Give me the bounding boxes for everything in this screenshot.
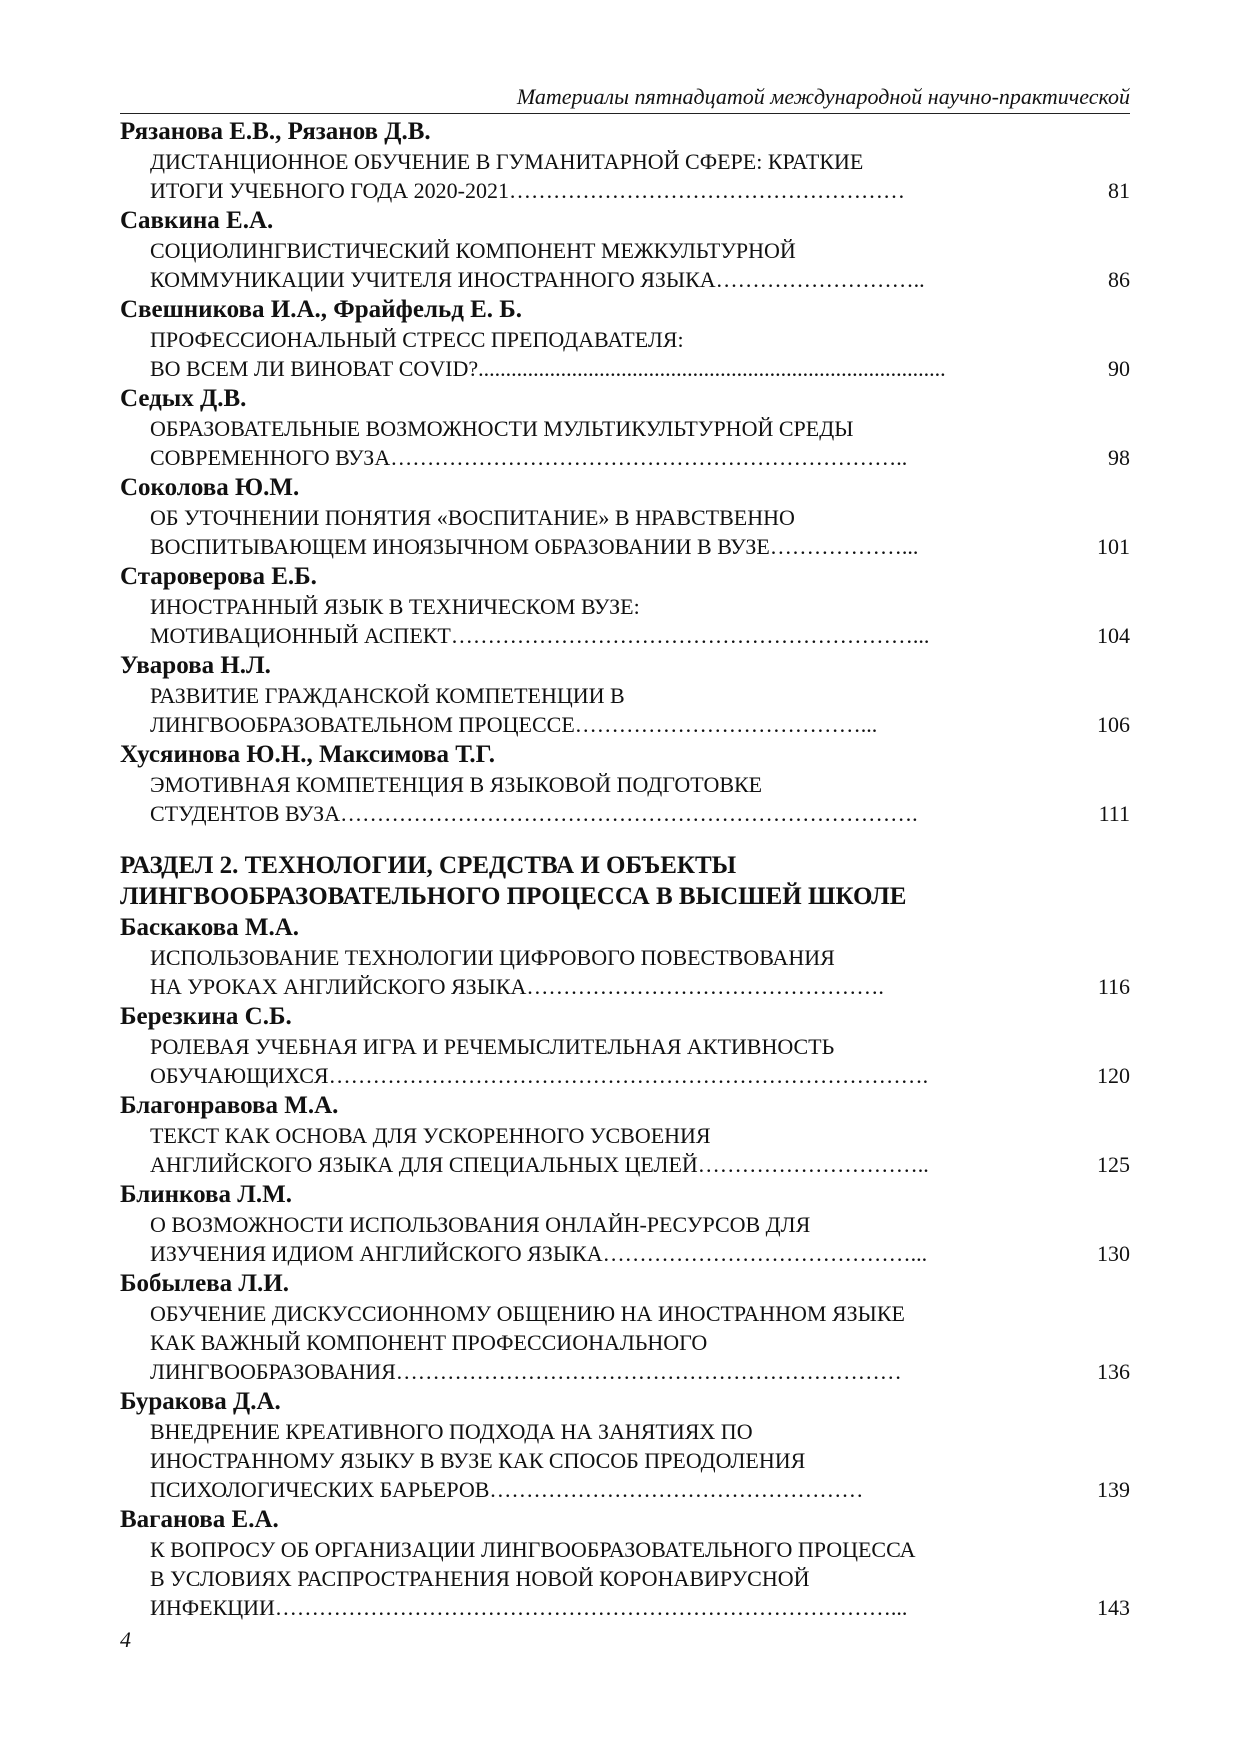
toc-title-line: КОММУНИКАЦИИ УЧИТЕЛЯ ИНОСТРАННОГО ЯЗЫКА………………………..: [150, 267, 925, 292]
toc-title-line: ИСПОЛЬЗОВАНИЕ ТЕХНОЛОГИИ ЦИФРОВОГО ПОВЕСТВОВАНИЯ: [150, 945, 835, 970]
toc-title-line: К ВОПРОСУ ОБ ОРГАНИЗАЦИИ ЛИНГВООБРАЗОВАТЕЛЬНОГО ПРОЦЕССА: [150, 1537, 916, 1562]
toc-title-line: ТЕКСТ КАК ОСНОВА ДЛЯ УСКОРЕННОГО УСВОЕНИЯ: [150, 1123, 711, 1148]
toc-entry[interactable]: [120, 205, 1130, 294]
toc-author: Блинкова Л.М.: [120, 1181, 292, 1208]
toc-group-section-1: [120, 116, 1130, 828]
toc-entry[interactable]: [120, 472, 1130, 561]
toc-title-line: ЛИНГВООБРАЗОВАНИЯ……………………………………………………………: [150, 1359, 902, 1384]
toc-title-line: МОТИВАЦИОННЫЙ АСПЕКТ………………………………………………………...: [150, 623, 930, 648]
toc-title-line: НА УРОКАХ АНГЛИЙСКОГО ЯЗЫКА………………………………………….: [150, 974, 884, 999]
toc-entry[interactable]: [120, 561, 1130, 650]
toc-title: [120, 325, 1130, 383]
toc-title-line: ИНФЕКЦИИ…………………………………………………………………………...: [150, 1595, 908, 1620]
page-number: 4: [120, 1627, 131, 1652]
toc-page-number: 106: [1097, 712, 1130, 737]
toc-author: Седых Д.В.: [120, 385, 247, 412]
toc-title: [120, 1210, 1130, 1268]
toc-title: [120, 681, 1130, 739]
toc-title-line: ОБ УТОЧНЕНИИ ПОНЯТИЯ «ВОСПИТАНИЕ» В НРАВСТВЕННО: [150, 505, 795, 530]
toc-page-number: 101: [1097, 534, 1130, 559]
toc-page-number: 86: [1108, 267, 1130, 292]
toc-title-line: ДИСТАНЦИОННОЕ ОБУЧЕНИЕ В ГУМАНИТАРНОЙ СФЕРЕ: КРАТКИЕ: [150, 149, 864, 174]
toc-title-line: О ВОЗМОЖНОСТИ ИСПОЛЬЗОВАНИЯ ОНЛАЙН-РЕСУРСОВ ДЛЯ: [150, 1212, 811, 1237]
toc-entry[interactable]: [120, 1268, 1130, 1386]
toc-author: Рязанова Е.В., Рязанов Д.В.: [120, 118, 431, 145]
toc-title-line: ЭМОТИВНАЯ КОМПЕТЕНЦИЯ В ЯЗЫКОВОЙ ПОДГОТОВКЕ: [150, 772, 763, 797]
toc-author: Соколова Ю.М.: [120, 474, 300, 501]
toc-author: Баскакова М.А.: [120, 914, 300, 941]
toc-title-line: СТУДЕНТОВ ВУЗА…………………………………………………………………….: [150, 801, 918, 826]
toc-title-line: ОБУЧЕНИЕ ДИСКУССИОННОМУ ОБЩЕНИЮ НА ИНОСТРАННОМ ЯЗЫКЕ: [150, 1301, 905, 1326]
toc-title-line: РОЛЕВАЯ УЧЕБНАЯ ИГРА И РЕЧЕМЫСЛИТЕЛЬНАЯ АКТИВНОСТЬ: [150, 1034, 835, 1059]
toc-author: Уварова Н.Л.: [120, 652, 271, 679]
toc-entry[interactable]: [120, 116, 1130, 205]
toc-author: Буракова Д.А.: [120, 1388, 281, 1415]
toc-page-number: 81: [1108, 178, 1130, 203]
toc-entry[interactable]: [120, 1179, 1130, 1268]
toc-title: [120, 503, 1130, 561]
toc-title-line: ВНЕДРЕНИЕ КРЕАТИВНОГО ПОДХОДА НА ЗАНЯТИЯХ ПО: [150, 1419, 753, 1444]
toc-author: Ваганова Е.А.: [120, 1506, 279, 1533]
toc-title-line: РАЗВИТИЕ ГРАЖДАНСКОЙ КОМПЕТЕНЦИИ В: [150, 683, 625, 708]
toc-title-line: ИНОСТРАННЫЙ ЯЗЫК В ТЕХНИЧЕСКОМ ВУЗЕ:: [150, 594, 640, 619]
table-of-contents: [120, 116, 1130, 1622]
toc-title: [120, 592, 1130, 650]
section-heading: [120, 850, 1130, 912]
toc-page-number: 111: [1098, 801, 1130, 826]
toc-title-line: ВО ВСЕМ ЛИ ВИНОВАТ COVID?.....................................................................................: [150, 356, 946, 381]
section-heading-line: РАЗДЕЛ 2. ТЕХНОЛОГИИ, СРЕДСТВА И ОБЪЕКТЫ: [120, 852, 737, 879]
toc-entry[interactable]: [120, 383, 1130, 472]
toc-page-number: 90: [1108, 356, 1130, 381]
toc-title-line: ИТОГИ УЧЕБНОГО ГОДА 2020-2021………………………………………………: [150, 178, 905, 203]
toc-entry[interactable]: [120, 1386, 1130, 1504]
toc-title-line: СОЦИОЛИНГВИСТИЧЕСКИЙ КОМПОНЕНТ МЕЖКУЛЬТУРНОЙ: [150, 238, 796, 263]
toc-title-line: ИНОСТРАННОМУ ЯЗЫКУ В ВУЗЕ КАК СПОСОБ ПРЕОДОЛЕНИЯ: [150, 1448, 806, 1473]
toc-page-number: 143: [1097, 1595, 1130, 1620]
toc-entry[interactable]: [120, 294, 1130, 383]
toc-title-line: ОБУЧАЮЩИХСЯ……………………………………………………………………….: [150, 1063, 929, 1088]
toc-title-line: СОВРЕМЕННОГО ВУЗА……………………………………………………………..: [150, 445, 908, 470]
toc-title: [120, 414, 1130, 472]
toc-author: Березкина С.Б.: [120, 1003, 292, 1030]
toc-entry[interactable]: [120, 739, 1130, 828]
toc-title: [120, 1121, 1130, 1179]
toc-entry[interactable]: [120, 912, 1130, 1001]
toc-entry[interactable]: [120, 1504, 1130, 1622]
toc-group-section-2: [120, 912, 1130, 1622]
toc-title: [120, 236, 1130, 294]
toc-title-line: ЛИНГВООБРАЗОВАТЕЛЬНОМ ПРОЦЕССЕ…………………………………...: [150, 712, 878, 737]
toc-page-number: 139: [1097, 1477, 1130, 1502]
toc-title: [120, 1535, 1130, 1622]
toc-author: Савкина Е.А.: [120, 207, 274, 234]
toc-title-line: КАК ВАЖНЫЙ КОМПОНЕНТ ПРОФЕССИОНАЛЬНОГО: [150, 1330, 708, 1355]
toc-entry[interactable]: [120, 650, 1130, 739]
toc-title-line: ПРОФЕССИОНАЛЬНЫЙ СТРЕСС ПРЕПОДАВАТЕЛЯ:: [150, 327, 684, 352]
toc-entry[interactable]: [120, 1001, 1130, 1090]
toc-page-number: 125: [1097, 1152, 1130, 1177]
toc-author: Хусяинова Ю.Н., Максимова Т.Г.: [120, 741, 495, 768]
toc-title: [120, 1032, 1130, 1090]
toc-title-line: ВОСПИТЫВАЮЩЕМ ИНОЯЗЫЧНОМ ОБРАЗОВАНИИ В ВУЗЕ………………...: [150, 534, 919, 559]
toc-author: Бобылева Л.И.: [120, 1270, 289, 1297]
toc-title-line: ИЗУЧЕНИЯ ИДИОМ АНГЛИЙСКОГО ЯЗЫКА……………………………………...: [150, 1241, 928, 1266]
toc-page-number: 116: [1097, 974, 1130, 999]
toc-page-number: 120: [1097, 1063, 1130, 1088]
toc-title: [120, 770, 1130, 828]
toc-title-line: ОБРАЗОВАТЕЛЬНЫЕ ВОЗМОЖНОСТИ МУЛЬТИКУЛЬТУРНОЙ СРЕДЫ: [150, 416, 854, 441]
toc-page-number: 136: [1097, 1359, 1130, 1384]
toc-page-number: 98: [1108, 445, 1130, 470]
toc-page-number: 104: [1097, 623, 1130, 648]
toc-author: Староверова Е.Б.: [120, 563, 317, 590]
toc-title-line: АНГЛИЙСКОГО ЯЗЫКА ДЛЯ СПЕЦИАЛЬНЫХ ЦЕЛЕЙ…………………………..: [150, 1152, 929, 1177]
toc-title: [120, 1417, 1130, 1504]
toc-title: [120, 1299, 1130, 1386]
toc-page-number: 130: [1097, 1241, 1130, 1266]
running-header: Материалы пятнадцатой международной научно-практической: [120, 84, 1130, 114]
toc-title-line: ПСИХОЛОГИЧЕСКИХ БАРЬЕРОВ……………………………………………: [150, 1477, 864, 1502]
toc-author: Свешникова И.А., Фрайфельд Е. Б.: [120, 296, 523, 323]
toc-title: [120, 943, 1130, 1001]
toc-title: [120, 147, 1130, 205]
toc-author: Благонравова М.А.: [120, 1092, 339, 1119]
section-heading-line: ЛИНГВООБРАЗОВАТЕЛЬНОГО ПРОЦЕССА В ВЫСШЕЙ ШКОЛЕ: [120, 883, 907, 910]
toc-title-line: В УСЛОВИЯХ РАСПРОСТРАНЕНИЯ НОВОЙ КОРОНАВИРУСНОЙ: [150, 1566, 810, 1591]
toc-entry[interactable]: [120, 1090, 1130, 1179]
